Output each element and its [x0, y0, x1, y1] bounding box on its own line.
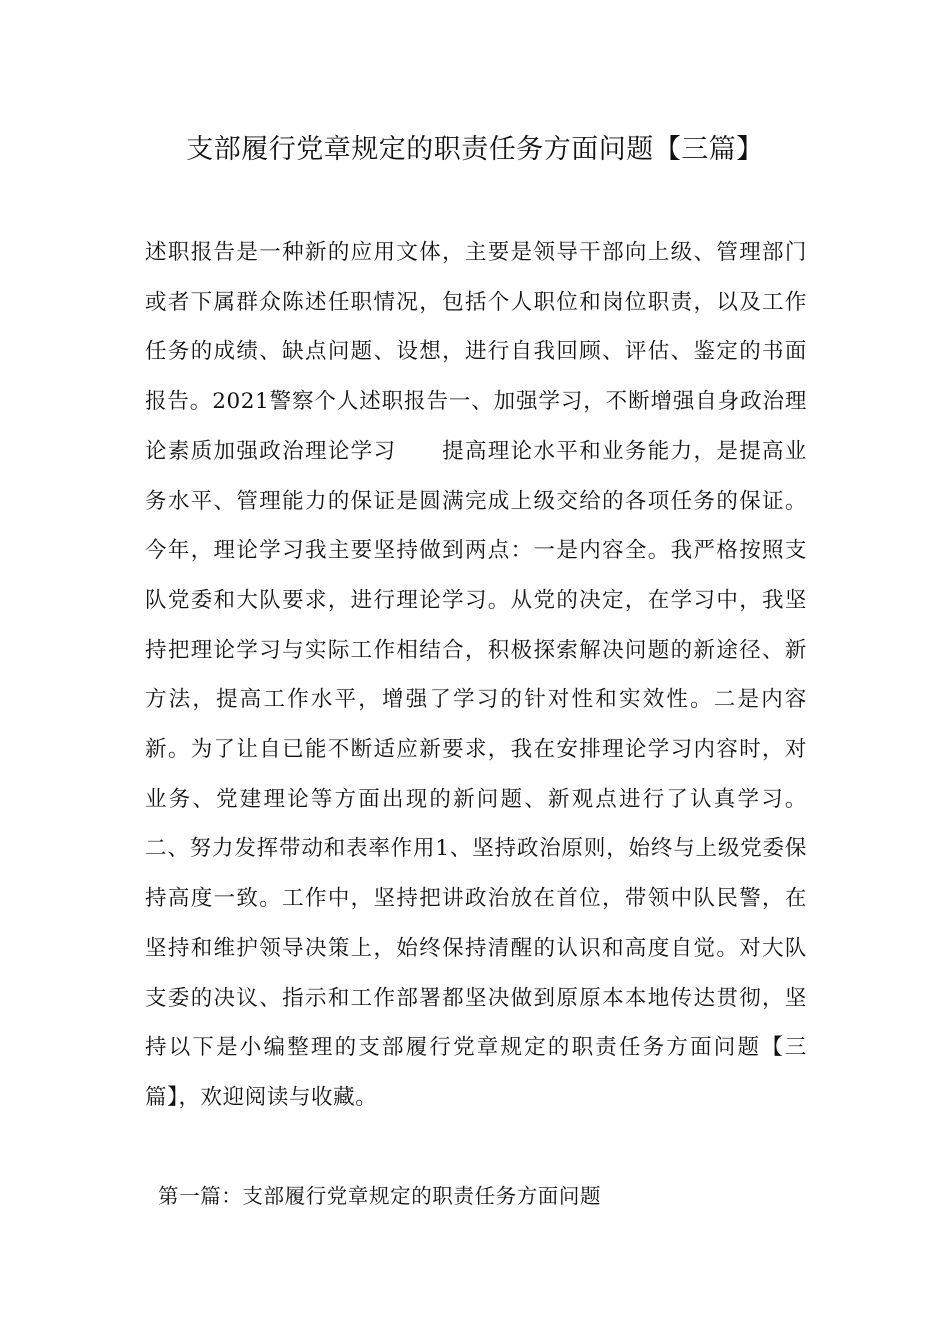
intro-paragraph: 述职报告是一种新的应用文体，主要是领导干部向上级、管理部门或者下属群众陈述任职情况，包括个人职位和岗位职责，以及工作任务的成绩、缺点问题、设想，进行自我回顾、评估、鉴定的书面报告。2021警察个人述职报告一、加强学习，不断增强自身政治理论素质加强政治理论学习 提高理论水平和业务能力，是提高业务水平、管理能力的保证是圆满完成上级交给的各项任务的保证。今年，理论学习我主要坚持做到两点：一是内容全。我严格按照支队党委和大队要求，进行理论学习。从党的决定，在学习中，我坚持把理论学习与实际工作相结合，积极探索解决问题的新途径、新方法，提高工作水平，增强了学习的针对性和实效性。二是内容新。为了让自已能不断适应新要求，我在安排理论学习内容时，对业务、党建理论等方面出现的新问题、新观点进行了认真学习。二、努力发挥带动和表率作用1、坚持政治原则，始终与上级党委保持高度一致。工作中，坚持把讲政治放在首位，带领中队民警，在坚持和维护领导决策上，始终保持清醒的认识和高度自觉。对大队支委的决议、指示和工作部署都坚决做到原原本本地传达贯彻，坚持以下是小编整理的支部履行党章规定的职责任务方面问题【三篇】，欢迎阅读与收藏。 [145, 240, 807, 1110]
document-title: 支部履行党章规定的职责任务方面问题【三篇】 [186, 134, 764, 165]
section-heading: 第一篇：支部履行党章规定的职责任务方面问题 [158, 1184, 602, 1208]
